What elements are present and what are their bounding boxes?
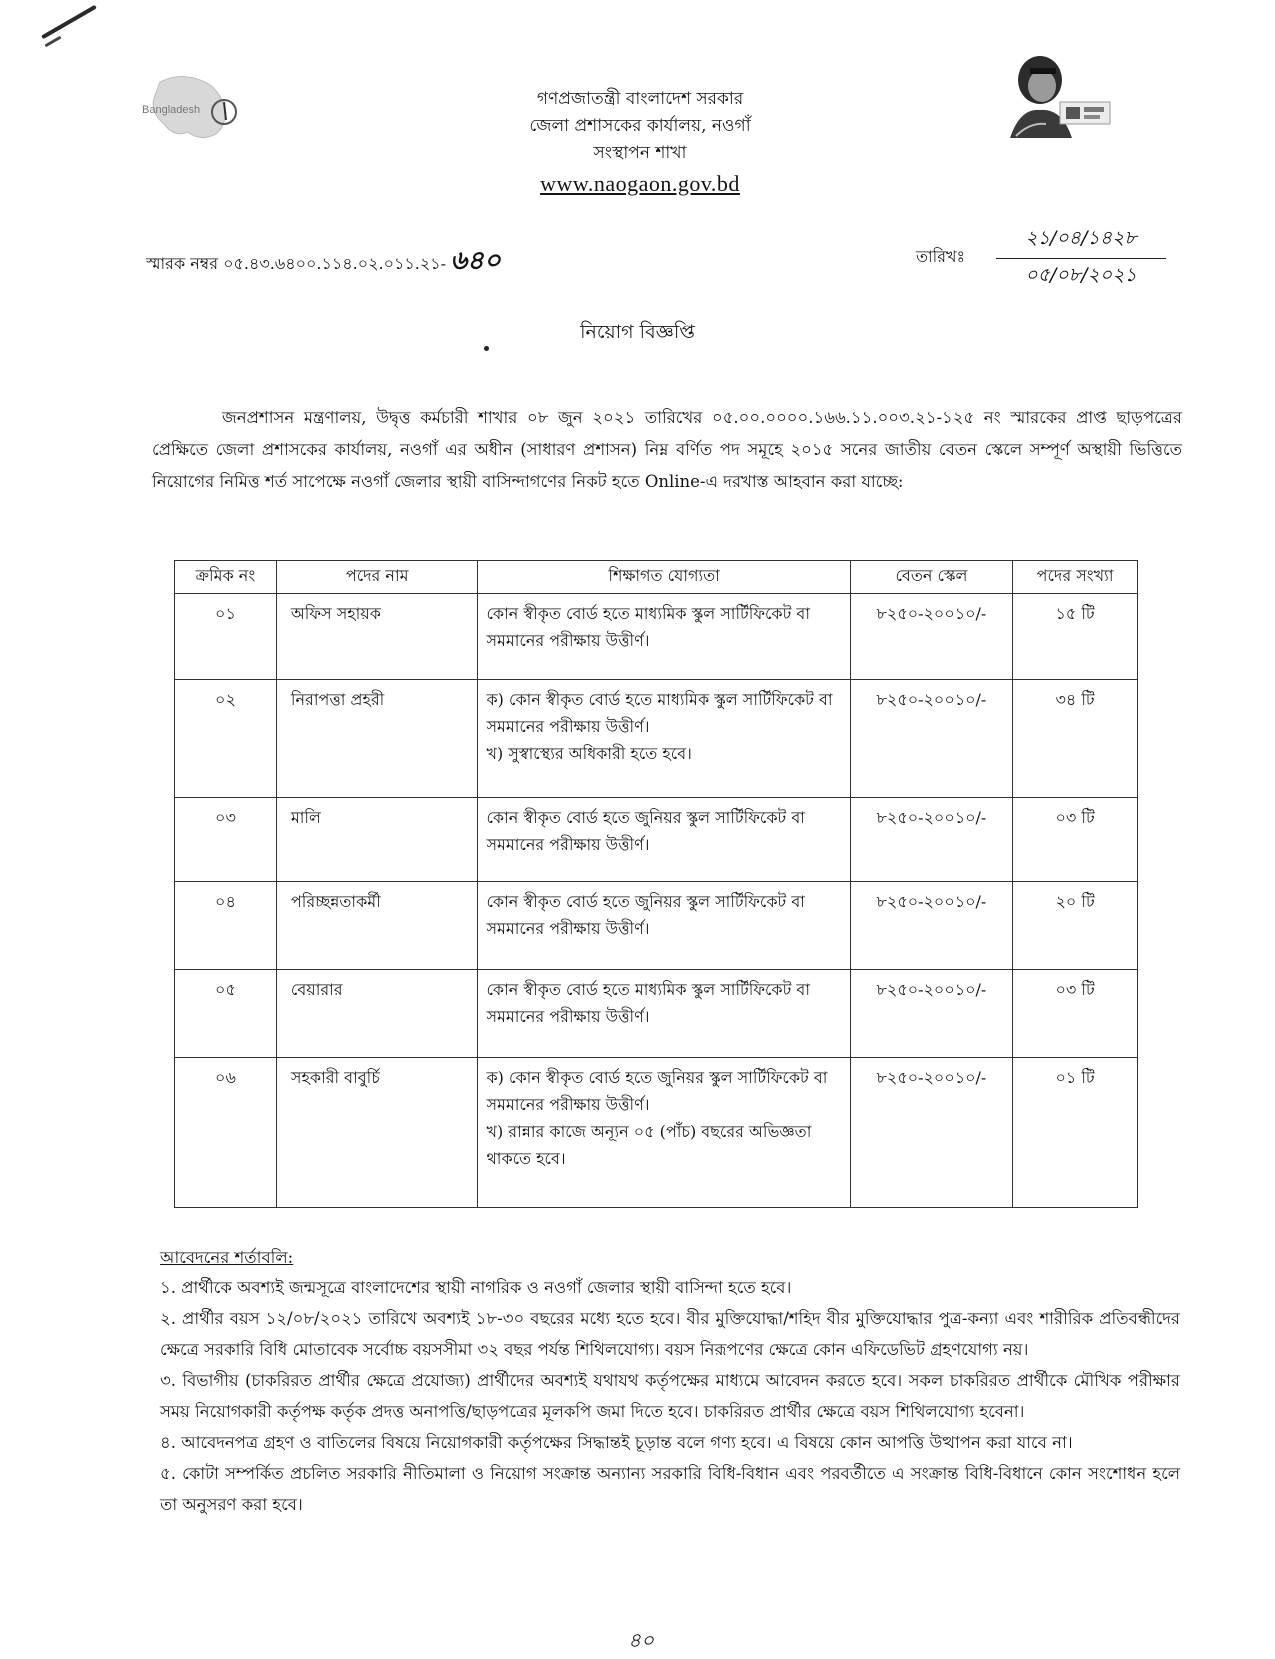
row-post: অফিস সহায়ক (276, 594, 478, 680)
row-count: ৩৪ টি (1013, 680, 1138, 798)
notice-title: নিয়োগ বিজ্ঞপ্তি (580, 321, 695, 343)
row-count: ২০ টি (1013, 882, 1138, 970)
section-name: সংস্থাপন শাখা (593, 143, 687, 163)
row-count: ০৩ টি (1013, 798, 1138, 882)
qualification-line: ক) কোন স্বীকৃত বোর্ড হতে মাধ্যমিক স্কুল সার্টিফিকেট বা সমমানের পরীক্ষায় উত্তীর্ণ। (486, 690, 833, 736)
row-scale: ৮২৫০-২০০১০/- (850, 970, 1012, 1058)
office-header (440, 86, 840, 199)
date-label: তারিখঃ (916, 247, 966, 266)
row-serial: ০৫ (175, 970, 277, 1058)
ink-dot (484, 346, 489, 351)
website-link[interactable]: www.naogaon.gov.bd (540, 171, 740, 196)
qualification-line: খ) সুস্বাস্থ্যের অধিকারী হতে হবে। (486, 744, 692, 763)
condition-item: ৫. কোটা সম্পর্কিত প্রচলিত সরকারি নীতিমালা ও নিয়োগ সংক্রান্ত অন্যান্য সরকারি বিধি-বিধান এবং পরবর্তীতে এ সংক্রান্ত বিধি-বিধানে কোন সংশোধন হলে তা অনুসরণ করা হবে। (160, 1464, 1180, 1514)
date-english: ০৫/০৮/২০২১ (1025, 264, 1137, 286)
qualification-line: কোন স্বীকৃত বোর্ড হতে মাধ্যমিক স্কুল সার্টিফিকেট বা সমমানের পরীক্ষায় উত্তীর্ণ। (486, 980, 810, 1026)
header-post: পদের নাম (276, 561, 478, 594)
row-scale: ৮২৫০-২০০১০/- (850, 882, 1012, 970)
qualification-line: কোন স্বীকৃত বোর্ড হতে জুনিয়র স্কুল সার্টিফিকেট বা সমমানের পরীক্ষায় উত্তীর্ণ। (486, 892, 805, 938)
pen-mark (44, 36, 61, 48)
qualification-line: খ) রান্নার কাজে অন্যূন ০৫ (পাঁচ) বছরের অভিজ্ঞতা থাকতে হবে। (486, 1122, 812, 1168)
row-post: নিরাপত্তা প্রহরী (276, 680, 478, 798)
qualification-line: কোন স্বীকৃত বোর্ড হতে মাধ্যমিক স্কুল সার্টিফিকেট বা সমমানের পরীক্ষায় উত্তীর্ণ। (486, 604, 810, 650)
row-scale: ৮২৫০-২০০১০/- (850, 798, 1012, 882)
condition-item: ১. প্রার্থীকে অবশ্যই জন্মসূত্রে বাংলাদেশের স্থায়ী নাগরিক ও নওগাঁ জেলার স্থায়ী বাসিন্দা হতে হবে। (160, 1278, 792, 1297)
row-post: বেয়ারার (276, 970, 478, 1058)
memo-label: স্মারক নম্বর ০৫.৪৩.৬৪০০.১১৪.০২.০১১.২১- (146, 254, 447, 273)
header-serial: ক্রমিক নং (175, 561, 277, 594)
row-count: ০১ টি (1013, 1058, 1138, 1208)
row-qualification (478, 594, 850, 680)
qualification-line: কোন স্বীকৃত বোর্ড হতে জুনিয়র স্কুল সার্টিফিকেট বা সমমানের পরীক্ষায় উত্তীর্ণ। (486, 808, 805, 854)
condition-item: ২. প্রার্থীর বয়স ১২/০৮/২০২১ তারিখে অবশ্যই ১৮-৩০ বছরের মধ্যে হতে হবে। বীর মুক্তিযোদ্ধা/শহিদ বীর মুক্তিযোদ্ধার পুত্র-কন্যা এবং শারীরিক প্রতিবন্ধীদের ক্ষেত্রে সরকারি বিধি মোতাবেক সর্বোচ্চ বয়সসীমা ৩২ বছর পর্যন্ত শিথিলযোগ্য। বয়স নিরূপণের ক্ষেত্রে কোন এফিডেভিট গ্রহণযোগ্য নয়। (160, 1309, 1180, 1359)
header-scale: বেতন স্কেল (850, 561, 1012, 594)
government-name: গণপ্রজাতন্ত্রী বাংলাদেশ সরকার (536, 89, 744, 109)
table-row (175, 1058, 1138, 1208)
row-qualification (478, 1058, 850, 1208)
row-count: ০৩ টি (1013, 970, 1138, 1058)
row-qualification (478, 970, 850, 1058)
intro-paragraph: জনপ্রশাসন মন্ত্রণালয়, উদ্বৃত্ত কর্মচারী শাখার ০৮ জুন ২০২১ তারিখের ০৫.০০.০০০০.১৬৬.১১.০০৩.২১-১২৫ নং স্মারকের প্রাপ্ত ছাড়পত্রের প্রেক্ষিতে জেলা প্রশাসকের কার্যালয়, নওগাঁ এর অধীন (সাধারণ প্রশাসন) নিম্ন বর্ণিত পদ সমূহে ২০১৫ সনের জাতীয় বেতন স্কেলে সম্পূর্ণ অস্থায়ী ভিত্তিতে নিয়োগের নিমিত্ত শর্ত সাপেক্ষে নওগাঁ জেলার স্থায়ী বাসিন্দাগণের নিকট হতে Online-এ দরখাস্ত আহবান করা যাচ্ছে: (152, 408, 1182, 491)
condition-item: ৩. বিভাগীয় (চাকরিরত প্রার্থীর ক্ষেত্রে প্রযোজ্য) প্রার্থীদের অবশ্যই যথাযথ কর্তৃপক্ষের মাধ্যমে আবেদন করতে হবে। সকল চাকরিরত প্রার্থীকে মৌখিক পরীক্ষার সময় নিয়োগকারী কর্তৃপক্ষ কর্তৃক প্রদত্ত অনাপত্তি/ছাড়পত্রের মূলকপি জমা দিতে হবে। চাকরিরত প্রার্থীর ক্ষেত্রে বয়স শিথিলযোগ্য হবেনা। (160, 1371, 1180, 1421)
logo-caption: Bangladesh (142, 104, 201, 116)
table-row (175, 798, 1138, 882)
row-scale: ৮২৫০-২০০১০/- (850, 594, 1012, 680)
row-serial: ০১ (175, 594, 277, 680)
header-qualification: শিক্ষাগত যোগ্যতা (478, 561, 850, 594)
table-header-row (175, 561, 1138, 594)
row-scale: ৮২৫০-২০০১০/- (850, 680, 1012, 798)
pen-mark (41, 5, 97, 39)
row-qualification (478, 680, 850, 798)
row-post: সহকারী বাবুর্চি (276, 1058, 478, 1208)
row-serial: ০৬ (175, 1058, 277, 1208)
page-handwritten-mark: ৪০ (628, 1628, 654, 1652)
condition-item: ৪. আবেদনপত্র গ্রহণ ও বাতিলের বিষয়ে নিয়োগকারী কর্তৃপক্ষের সিদ্ধান্তই চূড়ান্ত বলে গণ্য হবে। এ বিষয়ে কোন আপত্তি উত্থাপন করা যাবে না। (160, 1433, 1073, 1452)
memo-handwritten-number: ৬৪০ (450, 246, 501, 276)
row-scale: ৮২৫০-২০০১০/- (850, 1058, 1012, 1208)
qualification-line: ক) কোন স্বীকৃত বোর্ড হতে জুনিয়র স্কুল সার্টিফিকেট বা সমমানের পরীক্ষায় উত্তীর্ণ। (486, 1068, 828, 1114)
row-post: পরিচ্ছন্নতাকর্মী (276, 882, 478, 970)
row-qualification (478, 882, 850, 970)
conditions-section (160, 1244, 1180, 1520)
table-row (175, 594, 1138, 680)
date-block (996, 224, 1166, 293)
table-row (175, 882, 1138, 970)
header-count: পদের সংখ্যা (1013, 561, 1138, 594)
table-row (175, 680, 1138, 798)
row-serial: ০২ (175, 680, 277, 798)
table-row (175, 970, 1138, 1058)
row-serial: ০৪ (175, 882, 277, 970)
portrait-emblem-logo-icon (990, 52, 1120, 142)
row-serial: ০৩ (175, 798, 277, 882)
row-count: ১৫ টি (1013, 594, 1138, 680)
office-name: জেলা প্রশাসকের কার্যালয়, নওগাঁ (529, 116, 751, 136)
conditions-title: আবেদনের শর্তাবলি: (160, 1248, 294, 1267)
row-qualification (478, 798, 850, 882)
memo-number (146, 240, 501, 284)
row-post: মালি (276, 798, 478, 882)
posts-table (174, 560, 1138, 1208)
date-bangla: ২১/০৪/১৪২৮ (996, 224, 1166, 259)
